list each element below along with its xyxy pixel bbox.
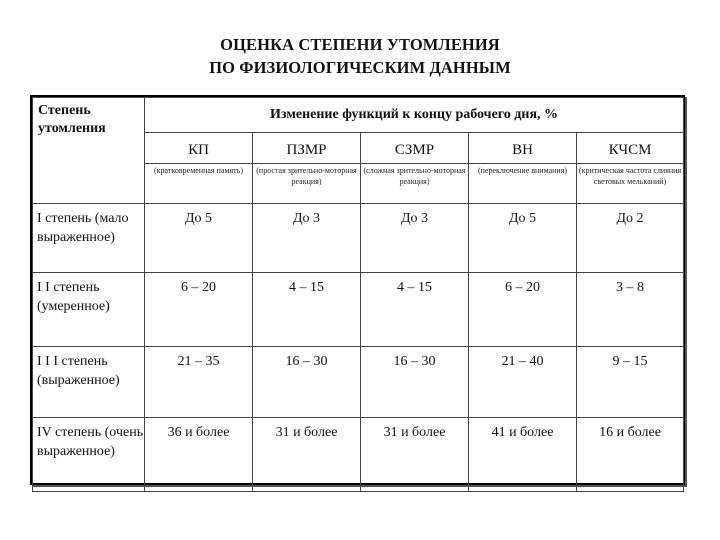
row-label: I I I степень (выраженное)	[33, 347, 145, 418]
table-cell: До 5	[145, 204, 253, 273]
column-note-pzmr: (простая зрительно-моторная реакция)	[253, 164, 361, 204]
table-cell: 41 и более	[469, 418, 577, 492]
table-cell: 36 и более	[145, 418, 253, 492]
table-cell: 4 – 15	[253, 273, 361, 347]
corner-header: Степень утомления	[33, 98, 145, 204]
row-label: I степень (мало выраженное)	[33, 204, 145, 273]
table-cell: 6 – 20	[469, 273, 577, 347]
table-cell: До 3	[253, 204, 361, 273]
column-code-kp: КП	[145, 133, 253, 164]
table-cell: 6 – 20	[145, 273, 253, 347]
table-row	[33, 418, 684, 492]
column-note-kp: (кратковременная память)	[145, 164, 253, 204]
table-row	[33, 204, 684, 273]
table-row	[33, 273, 684, 347]
row-label: IV степень (очень выраженное)	[33, 418, 145, 492]
row-label: I I степень (умеренное)	[33, 273, 145, 347]
table-cell: 16 – 30	[253, 347, 361, 418]
group-header: Изменение функций к концу рабочего дня, %	[145, 98, 684, 133]
title-line-2: ПО ФИЗИОЛОГИЧЕСКИМ ДАННЫМ	[209, 58, 511, 77]
table-cell: До 5	[469, 204, 577, 273]
table-cell: 21 – 35	[145, 347, 253, 418]
table-cell: До 3	[361, 204, 469, 273]
table-cell: 31 и более	[361, 418, 469, 492]
column-note-vn: (переключение внимания)	[469, 164, 577, 204]
table-cell: 4 – 15	[361, 273, 469, 347]
document-title	[0, 33, 720, 79]
column-note-kchsm: (критическая частота слияния световых мельканий)	[577, 164, 684, 204]
column-code-pzmr: ПЗМР	[253, 133, 361, 164]
title-line-1: ОЦЕНКА СТЕПЕНИ УТОМЛЕНИЯ	[220, 35, 500, 54]
table-cell: До 2	[577, 204, 684, 273]
table-row	[33, 347, 684, 418]
table-cell: 16 – 30	[361, 347, 469, 418]
column-code-vn: ВН	[469, 133, 577, 164]
column-code-szmr: СЗМР	[361, 133, 469, 164]
fatigue-table	[32, 97, 684, 492]
table-cell: 16 и более	[577, 418, 684, 492]
column-code-kchsm: КЧСМ	[577, 133, 684, 164]
table-cell: 31 и более	[253, 418, 361, 492]
table-cell: 9 – 15	[577, 347, 684, 418]
column-note-szmr: (сложная зрительно-моторная реакция)	[361, 164, 469, 204]
table-cell: 3 – 8	[577, 273, 684, 347]
table-cell: 21 – 40	[469, 347, 577, 418]
